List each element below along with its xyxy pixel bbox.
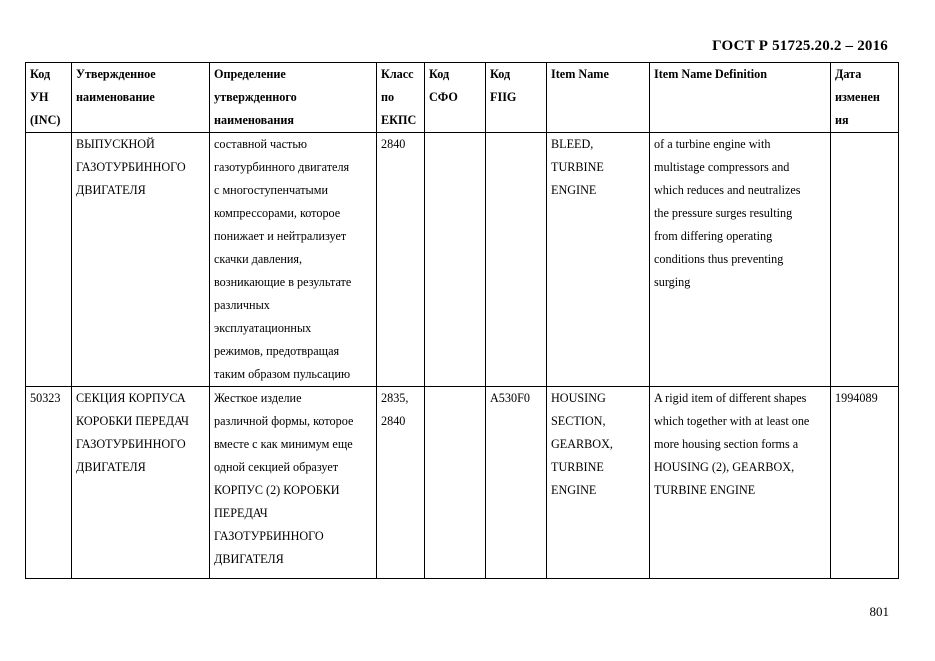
cell-line: ENGINE (551, 183, 597, 197)
cell-line: СЕКЦИЯ КОРПУСА (76, 391, 186, 405)
table-body (26, 133, 899, 579)
cell-line: ДВИГАТЕЛЯ (76, 183, 146, 197)
cell-line: A rigid item of different shapes (654, 391, 807, 405)
header-line: Определение (214, 67, 286, 81)
header-line: ЕКПС (381, 113, 417, 127)
cell-line: 2840 (381, 137, 406, 151)
cell-line: таким образом пульсацию (214, 367, 351, 381)
cell-line: ПЕРЕДАЧ (214, 506, 268, 520)
cell-line: вместе с как минимум еще (214, 437, 353, 451)
col-definition-ru-header (210, 63, 377, 133)
cell-line: 1994089 (835, 391, 878, 405)
cell-line: эксплуатационных (214, 321, 312, 335)
col-inc-code-cell (26, 387, 72, 579)
header-line: Код (429, 67, 450, 81)
cell-line: с многоступенчатыми (214, 183, 328, 197)
cell-line: скачки давления, (214, 252, 303, 266)
col-sfo-code-header (425, 63, 486, 133)
catalog-table (25, 62, 899, 579)
header-line: (INC) (30, 113, 61, 127)
cell-line: одной секцией образует (214, 460, 339, 474)
col-item-definition-cell (650, 387, 831, 579)
col-ekps-class-cell (377, 133, 425, 387)
header-line: утвержденного (214, 90, 297, 104)
col-fiig-code-header (486, 63, 547, 133)
header-line: наименования (214, 113, 294, 127)
header-line: СФО (429, 90, 458, 104)
table-header-row (26, 63, 899, 133)
cell-line: ENGINE (551, 483, 597, 497)
col-sfo-code-cell (425, 133, 486, 387)
header-line: FIIG (490, 90, 517, 104)
table-row (26, 133, 899, 387)
cell-line: газотурбинного двигателя (214, 160, 350, 174)
header-line: УН (30, 90, 49, 104)
cell-line: A530F0 (490, 391, 530, 405)
cell-line: ГАЗОТУРБИННОГО (76, 160, 186, 174)
header-line: Код (490, 67, 511, 81)
col-change-date-header (831, 63, 899, 133)
col-definition-ru-cell (210, 387, 377, 579)
cell-line: conditions thus preventing (654, 252, 784, 266)
document-standard-header: ГОСТ Р 51725.20.2 – 2016 (712, 38, 888, 54)
cell-line: возникающие в результате (214, 275, 352, 289)
col-change-date-cell (831, 387, 899, 579)
cell-line: surging (654, 275, 691, 289)
cell-line: различных (214, 298, 270, 312)
header-line: ия (835, 113, 849, 127)
col-item-name-cell (547, 387, 650, 579)
header-line: Класс (381, 67, 414, 81)
col-change-date-cell (831, 133, 899, 387)
header-line: Item Name (551, 67, 609, 81)
cell-line: ДВИГАТЕЛЯ (214, 552, 284, 566)
cell-line: ГАЗОТУРБИННОГО (214, 529, 324, 543)
cell-line: of a turbine engine with (654, 137, 771, 151)
col-sfo-code-cell (425, 387, 486, 579)
cell-line: ГАЗОТУРБИННОГО (76, 437, 186, 451)
cell-line: HOUSING (551, 391, 606, 405)
cell-line: КОРПУС (2) КОРОБКИ (214, 483, 340, 497)
cell-line: Жесткое изделие (214, 391, 302, 405)
cell-line: ВЫПУСКНОЙ (76, 137, 155, 151)
col-fiig-code-cell (486, 133, 547, 387)
cell-line: the pressure surges resulting (654, 206, 793, 220)
col-item-definition-header (650, 63, 831, 133)
col-ekps-class-header (377, 63, 425, 133)
cell-line: КОРОБКИ ПЕРЕДАЧ (76, 414, 189, 428)
cell-line: TURBINE ENGINE (654, 483, 756, 497)
col-item-name-cell (547, 133, 650, 387)
header-line: по (381, 90, 395, 104)
cell-line: режимов, предотвращая (214, 344, 340, 358)
col-approved-name-cell (72, 133, 210, 387)
cell-line: ДВИГАТЕЛЯ (76, 460, 146, 474)
cell-line: 50323 (30, 391, 61, 405)
header-line: Код (30, 67, 51, 81)
page-number: 801 (869, 604, 889, 619)
cell-line: SECTION, (551, 414, 606, 428)
header-line: Дата (835, 67, 862, 81)
header-line: изменен (835, 90, 880, 104)
col-approved-name-cell (72, 387, 210, 579)
col-fiig-code-cell (486, 387, 547, 579)
cell-line: составной частью (214, 137, 307, 151)
col-inc-code-header (26, 63, 72, 133)
cell-line: from differing operating (654, 229, 773, 243)
cell-line: 2840 (381, 414, 406, 428)
cell-line: TURBINE (551, 160, 604, 174)
col-approved-name-header (72, 63, 210, 133)
table-row (26, 387, 899, 579)
cell-line: GEARBOX, (551, 437, 613, 451)
header-line: Item Name Definition (654, 67, 768, 81)
cell-line: понижает и нейтрализует (214, 229, 347, 243)
col-item-name-header (547, 63, 650, 133)
cell-line: more housing section forms a (654, 437, 799, 451)
col-definition-ru-cell (210, 133, 377, 387)
cell-line: компрессорами, которое (214, 206, 341, 220)
col-item-definition-cell (650, 133, 831, 387)
cell-line: multistage compressors and (654, 160, 790, 174)
cell-line: TURBINE (551, 460, 604, 474)
header-line: наименование (76, 90, 155, 104)
cell-line: различной формы, которое (214, 414, 354, 428)
cell-line: which together with at least one (654, 414, 810, 428)
cell-line: BLEED, (551, 137, 594, 151)
col-inc-code-cell (26, 133, 72, 387)
cell-line: which reduces and neutralizes (654, 183, 801, 197)
col-ekps-class-cell (377, 387, 425, 579)
cell-line: 2835, (381, 391, 409, 405)
header-line: Утвержденное (76, 67, 156, 81)
cell-line: HOUSING (2), GEARBOX, (654, 460, 795, 474)
